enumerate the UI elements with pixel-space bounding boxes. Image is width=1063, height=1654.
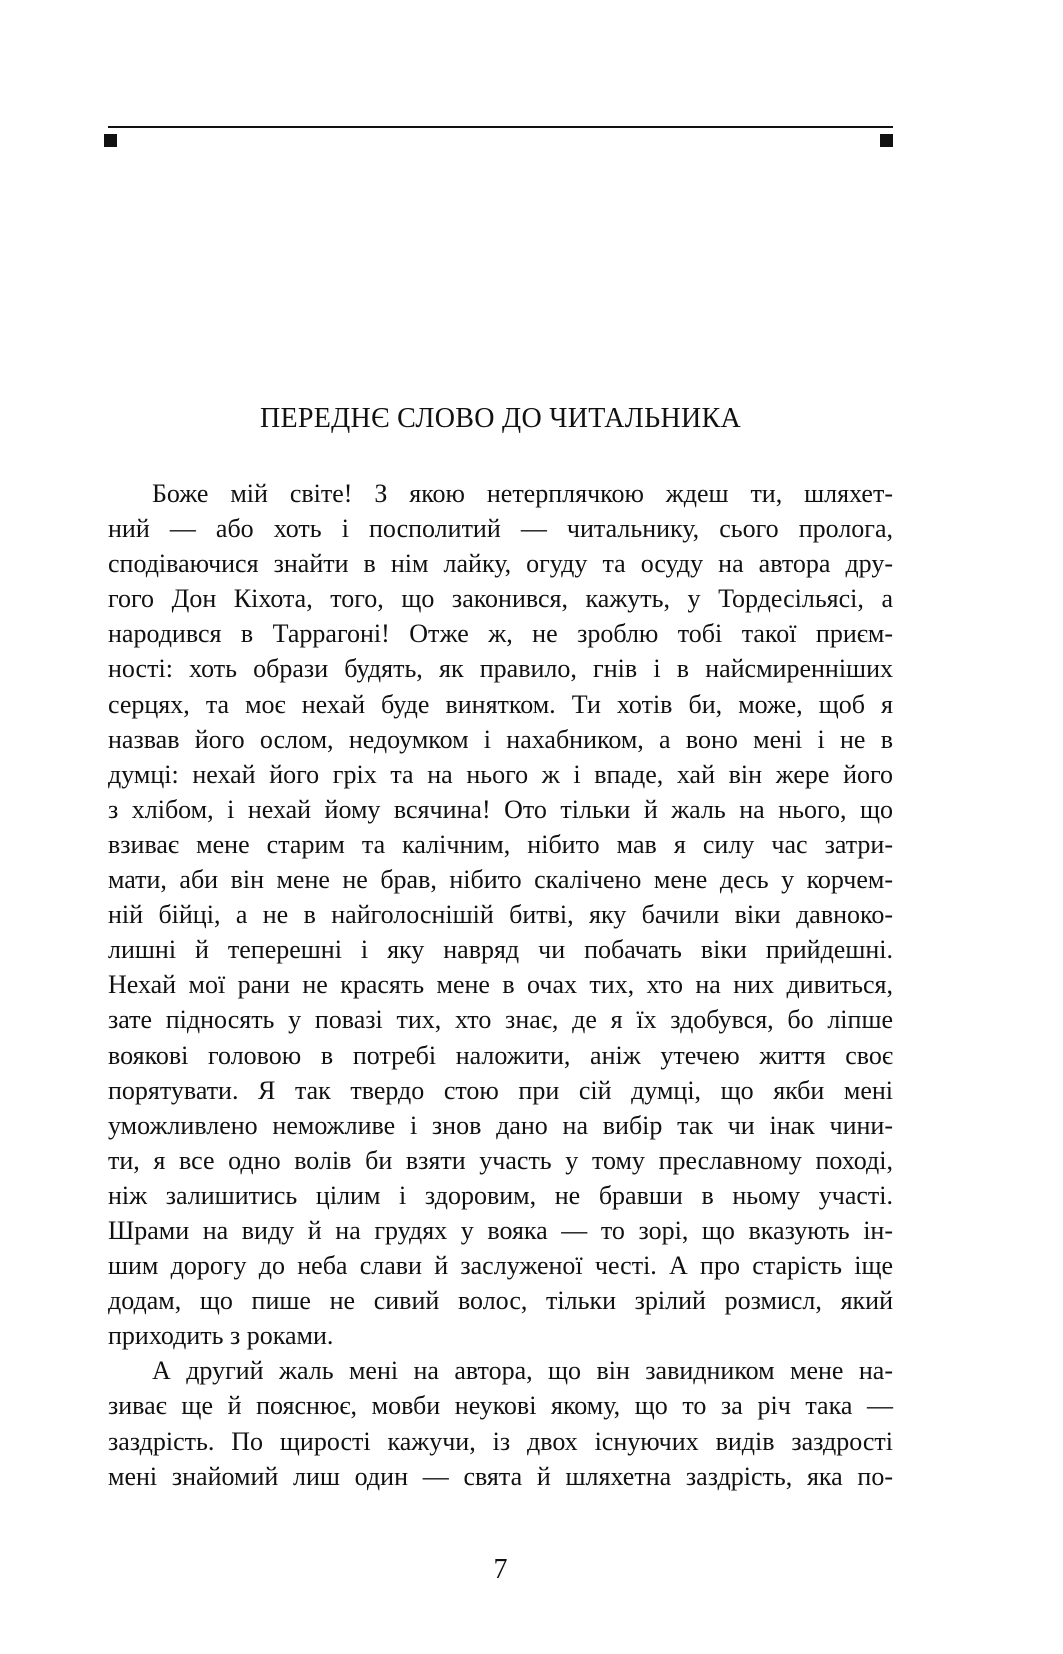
- text-line: думці: нехай його гріх та на нього ж і впаде, хай він жере його: [108, 759, 893, 789]
- text-line: ності: хоть образи будять, як правило, гнів і в найсмиренніших: [108, 654, 893, 684]
- text-line: зате підносять у повазі тих, хто знає, де я їх здобувся, бо ліпше: [108, 1005, 893, 1035]
- text-line: мати, аби він мене не брав, нібито скалічено мене десь у корчем-: [108, 865, 893, 895]
- text-line: Шрами на виду й на грудях у вояка — то зорі, що вказують ін-: [108, 1215, 893, 1245]
- text-line: ній бійці, а не в найголоснішій битві, яку бачили віки давноко-: [108, 900, 893, 930]
- text-line: Боже мій світе! З якою нетерплячкою ждеш ти, шляхет-: [152, 479, 893, 508]
- text-line: взиває мене старим та калічним, нібито мав я силу час затри-: [108, 829, 893, 859]
- chapter-title: ПЕРЕДНЄ СЛОВО ДО ЧИТАЛЬНИКА: [259, 403, 742, 434]
- text-line: ний — або хоть і посполитий — читальнику, сього пролога,: [108, 514, 893, 544]
- paragraph: [108, 1353, 893, 1493]
- text-line: з хлібом, і нехай йому всячина! Ото тільки й жаль на нього, що: [108, 794, 893, 824]
- text-line: шим дорогу до неба слави й заслуженої честі. А про старість іще: [108, 1251, 893, 1281]
- text-line: заздрість. По щирості кажучи, із двох існуючих видів заздрості: [108, 1426, 893, 1456]
- page-number: 7: [493, 1554, 508, 1585]
- square-mark-icon: [104, 134, 117, 147]
- header-rule: [108, 126, 893, 128]
- text-line: зиває ще й пояснює, мовби неукові якому, що то за річ така —: [108, 1391, 893, 1421]
- text-line: воякові головою в потребі наложити, аніж утечею життя своє: [108, 1040, 893, 1070]
- body-text: [108, 476, 893, 1494]
- text-line: назвав його ослом, недоумком і нахабником, а воно мені і не в: [108, 724, 893, 754]
- text-line: додам, що пише не сивий волос, тільки зрілий розмисл, який: [108, 1286, 893, 1316]
- text-line: сподіваючися знайти в нім лайку, огуду та осуду на автора дру-: [108, 549, 893, 579]
- square-mark-icon: [880, 134, 893, 147]
- text-line: лишні й теперешні і яку навряд чи побачать віки прийдешні.: [108, 935, 893, 965]
- text-line: Нехай мої рани не красять мене в очах тих, хто на них дивиться,: [108, 970, 893, 1000]
- text-line: народився в Таррагоні! Отже ж, не зроблю тобі такої приєм-: [108, 619, 893, 649]
- text-line: серцях, та моє нехай буде винятком. Ти хотів би, може, щоб я: [108, 689, 893, 719]
- text-line: ніж залишитись цілим і здоровим, не бравши в ньому участі.: [108, 1180, 893, 1210]
- text-line: гого Дон Кіхота, того, що законився, кажуть, у Тордесільясі, а: [108, 584, 893, 614]
- text-line: приходить з роками.: [108, 1321, 334, 1351]
- text-line: мені знайомий лиш один — свята й шляхетна заздрість, яка по-: [108, 1461, 893, 1491]
- paragraph: [108, 476, 893, 1353]
- text-line: А другий жаль мені на автора, що він завидником мене на-: [152, 1356, 893, 1386]
- text-line: порятувати. Я так твердо стою при сій думці, що якби мені: [108, 1075, 893, 1105]
- text-line: уможливлено неможливе і знов дано на вибір так чи інак чини-: [108, 1110, 893, 1140]
- text-line: ти, я все одно волів би взяти участь у тому преславному поході,: [108, 1145, 893, 1175]
